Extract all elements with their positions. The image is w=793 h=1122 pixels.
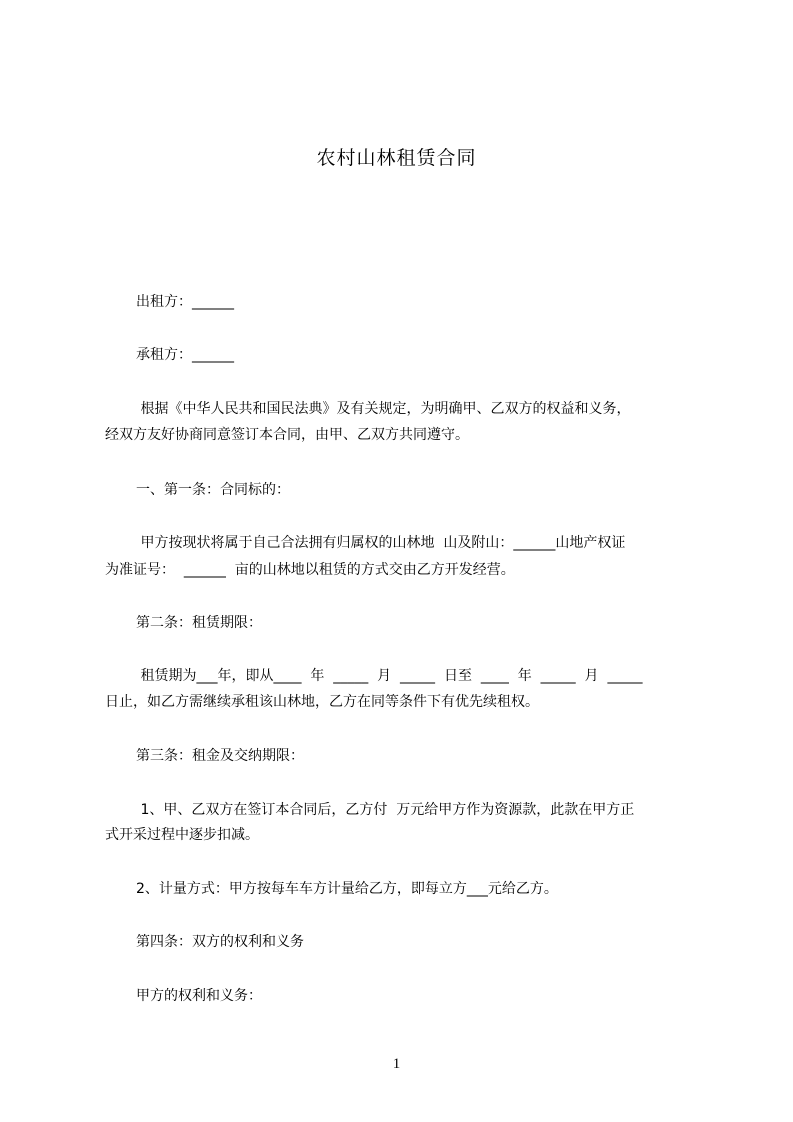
- preamble-line-2: 经双方友好协商同意签订本合同，由甲、乙双方共同遵守。: [105, 427, 469, 443]
- article-3-item-1-line-1: 1、甲、乙双方在签订本合同后，乙方付 万元给甲方作为资源款，此款在甲方正: [136, 802, 635, 818]
- document-title: 农村山林租赁合同: [316, 147, 477, 169]
- article-1-text-line-1: 甲方按现状将属于自己合法拥有归属权的山林地 山及附山：______山地产权证: [136, 535, 626, 551]
- preamble-line-1: 根据《中华人民共和国民法典》及有关规定，为明确甲、乙双方的权益和义务，: [136, 401, 631, 417]
- article-1-heading: 一、第一条：合同标的：: [136, 482, 290, 498]
- article-4-heading: 第四条：双方的权利和义务: [136, 934, 304, 950]
- article-2-text-line-1: 租赁期为___年，即从____ 年 _____ 月 _____ 日至 ____ 年 _____ 月 _____: [136, 668, 643, 684]
- article-3-heading: 第三条：租金及交纳期限：: [136, 748, 304, 764]
- page-number: 1: [392, 1056, 401, 1072]
- article-1-text-line-2: 为准证号： ______ 亩的山林地以租赁的方式交由乙方开发经营。: [105, 562, 515, 578]
- article-3-item-2: 2、计量方式：甲方按每车车方计量给乙方，即每立方___元给乙方。: [136, 881, 558, 897]
- article-3-item-1-line-2: 式开采过程中逐步扣减。: [105, 827, 259, 843]
- party-a-rights-heading: 甲方的权利和义务：: [136, 988, 262, 1004]
- lessor-line: 出租方：______: [136, 294, 234, 310]
- article-2-text-line-2: 日止，如乙方需继续承租该山林地，乙方在同等条件下有优先续租权。: [105, 694, 539, 710]
- article-2-heading: 第二条：租赁期限：: [136, 615, 262, 631]
- lessee-line: 承租方：______: [136, 347, 234, 363]
